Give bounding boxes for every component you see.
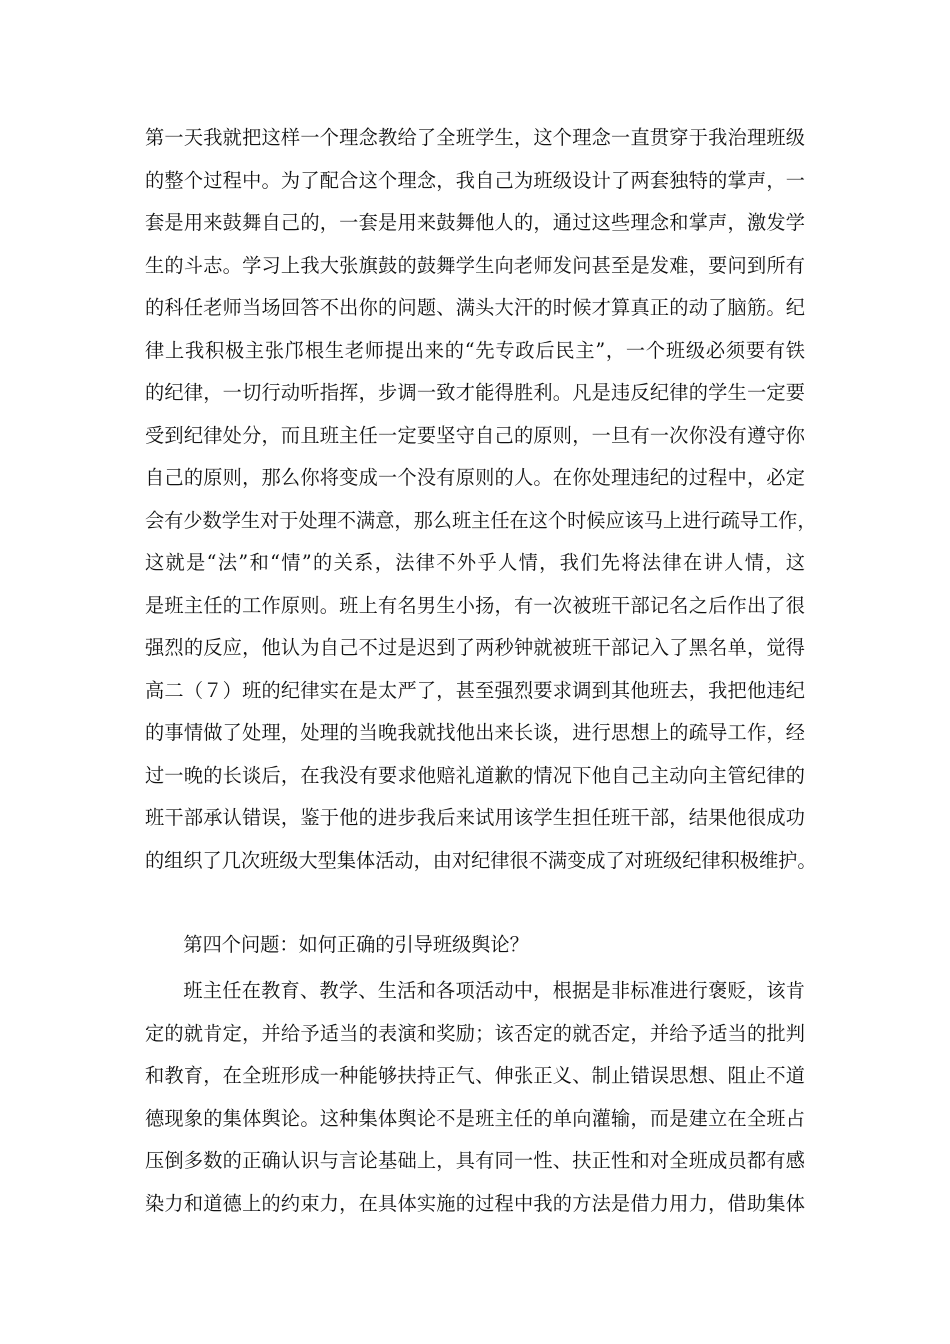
paragraph-line: 强烈的反应，他认为自己不过是迟到了两秒钟就被班干部记入了黑名单，觉得: [145, 636, 805, 659]
paragraph-line: 生的斗志。学习上我大张旗鼓的鼓舞学生向老师发问甚至是发难，要问到所有: [145, 253, 805, 277]
paragraph-line: 定的就肯定，并给予适当的表演和奖励；该否定的就否定，并给予适当的批判: [145, 1021, 805, 1045]
section-heading: 第四个问题：如何正确的引导班级舆论？: [183, 933, 529, 956]
body-paragraph-1: [145, 117, 817, 882]
paragraph-line: 压倒多数的正确认识与言论基础上，具有同一性、扶正性和对全班成员都有感: [145, 1149, 805, 1172]
paragraph-line: 的事情做了处理，处理的当晚我就找他出来长谈，进行思想上的疏导工作，经: [145, 721, 805, 744]
paragraph-line: 的整个过程中。为了配合这个理念，我自己为班级设计了两套独特的掌声，一: [145, 168, 805, 192]
paragraph-line: 第一天我就把这样一个理念教给了全班学生，这个理念一直贯穿于我治理班级: [145, 126, 805, 149]
paragraph-line: 受到纪律处分，而且班主任一定要坚守自己的原则，一旦有一次你没有遵守你: [145, 423, 805, 447]
paragraph-line: 会有少数学生对于处理不满意，那么班主任在这个时候应该马上进行疏导工作，: [145, 508, 817, 532]
paragraph-line: 的科任老师当场回答不出你的问题、满头大汗的时候才算真正的动了脑筋。纪: [145, 296, 805, 319]
paragraph-line: 套是用来鼓舞自己的，一套是用来鼓舞他人的，通过这些理念和掌声，激发学: [145, 211, 805, 234]
paragraph-line: 的组织了几次班级大型集体活动，由对纪律很不满变成了对班级纪律积极维护。: [145, 848, 817, 872]
paragraph-line: 班主任在教育、教学、生活和各项活动中，根据是非标准进行褒贬，该肯: [183, 979, 805, 1002]
paragraph-line: 的纪律，一切行动听指挥，步调一致才能得胜利。凡是违反纪律的学生一定要: [145, 381, 805, 404]
paragraph-line: 过一晚的长谈后，在我没有要求他赔礼道歉的情况下他自己主动向主管纪律的: [145, 763, 805, 787]
paragraph-line: 律上我积极主张邝根生老师提出来的“先专政后民主”，一个班级必须要有铁: [145, 338, 805, 362]
paragraph-line: 这就是“法”和“情”的关系，法律不外乎人情，我们先将法律在讲人情，这: [145, 551, 805, 574]
paragraph-line: 自己的原则，那么你将变成一个没有原则的人。在你处理违纪的过程中，必定: [145, 466, 805, 489]
paragraph-line: 染力和道德上的约束力，在具体实施的过程中我的方法是借力用力，借助集体: [145, 1191, 805, 1215]
paragraph-line: 班干部承认错误，鉴于他的进步我后来试用该学生担任班干部，结果他很成功: [145, 806, 805, 829]
paragraph-line: 和教育，在全班形成一种能够扶持正气、伸张正义、制止错误思想、阻止不道: [145, 1064, 805, 1087]
paragraph-line: 是班主任的工作原则。班上有名男生小扬，有一次被班干部记名之后作出了很: [145, 593, 805, 617]
paragraph-line: 德现象的集体舆论。这种集体舆论不是班主任的单向灌输，而是建立在全班占: [145, 1106, 805, 1130]
paragraph-line: 高二（７）班的纪律实在是太严了，甚至强烈要求调到其他班去，我把他违纪: [145, 678, 805, 702]
body-paragraph-2: [145, 970, 805, 1225]
